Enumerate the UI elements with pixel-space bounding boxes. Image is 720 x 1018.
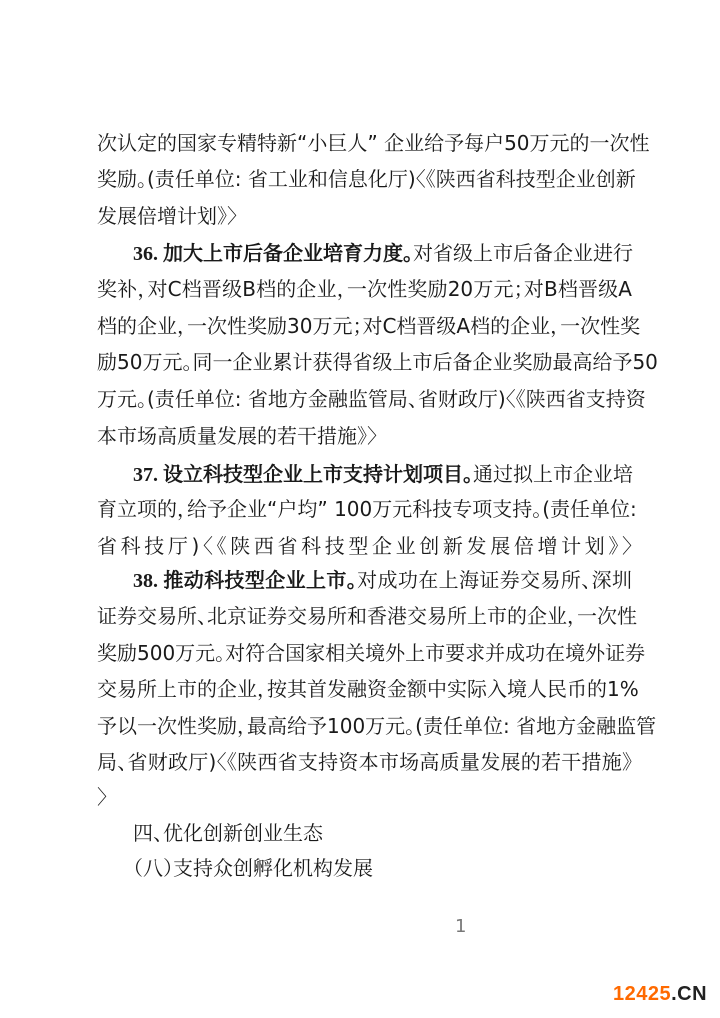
item-heading: 加大上市后备企业培育力度。	[163, 241, 413, 265]
paragraph-line: 奖补，对C档晋级B档的企业，一次性奖励20万元；对B档晋级A	[97, 277, 632, 301]
item-number: 38.	[133, 570, 164, 592]
item-38-line	[133, 562, 632, 598]
item-heading: 推动科技型企业上市。	[163, 568, 358, 592]
subsection-heading: （八）支持众创孵化机构发展	[133, 856, 373, 880]
paragraph-line: 奖励。(责任单位: 省工业和信息化厅)〈《陕西省科技型企业创新	[97, 167, 636, 191]
paragraph-line: 发展倍增计划》〉	[97, 204, 237, 228]
paragraph-line: 万元。(责任单位: 省地方金融监管局、省财政厅)〈《陕西省支持资	[97, 387, 646, 411]
paragraph-line: 予以一次性奖励，最高给予100万元。(责任单位: 省地方金融监管	[97, 714, 657, 738]
paragraph-line: 档的企业，一次性奖励30万元；对C档晋级A档的企业，一次性奖	[97, 314, 641, 338]
item-number: 36.	[133, 243, 163, 265]
item-text: 对成功在上海证券交易所、深圳	[357, 568, 632, 592]
watermark-number: 12425	[613, 983, 672, 1005]
watermark-suffix: .CN	[671, 983, 708, 1005]
item-text: 通过拟上市企业培	[473, 462, 633, 486]
item-36-line	[133, 235, 632, 271]
paragraph-line: 省科技厅)〈《陕西省科技型企业创新发展倍增计划》〉	[97, 534, 632, 558]
paragraph-line: 奖励500万元。对符合国家相关境外上市要求并成功在境外证券	[97, 641, 646, 665]
section-heading: 四、优化创新创业生态	[133, 821, 323, 845]
item-heading: 设立科技型企业上市支持计划项目。	[163, 462, 473, 486]
paragraph-line: 次认定的国家专精特新“小巨人” 企业给予每户50万元的一次性	[97, 131, 650, 155]
item-number: 37.	[133, 464, 163, 486]
paragraph-line: 局、省财政厅)〈《陕西省支持资本市场高质量发展的若干措施》	[97, 750, 632, 774]
item-37-line	[133, 456, 632, 492]
item-text: 对省级上市后备企业进行	[413, 241, 633, 265]
watermark-logo	[613, 983, 707, 1006]
page-number: 1	[455, 916, 467, 937]
paragraph-line: 育立项的，给予企业“户均” 100万元科技专项支持。(责任单位:	[97, 497, 637, 521]
paragraph-line: 〉	[97, 785, 107, 809]
paragraph-line: 本市场高质量发展的若干措施》〉	[97, 424, 377, 448]
paragraph-line: 交易所上市的企业，按其首发融资金额中实际入境人民币的1%	[97, 677, 639, 701]
paragraph-line: 励50万元。同一企业累计获得省级上市后备企业奖励最高给予50	[97, 350, 658, 374]
paragraph-line: 证券交易所、北京证券交易所和香港交易所上市的企业，一次性	[97, 604, 637, 628]
